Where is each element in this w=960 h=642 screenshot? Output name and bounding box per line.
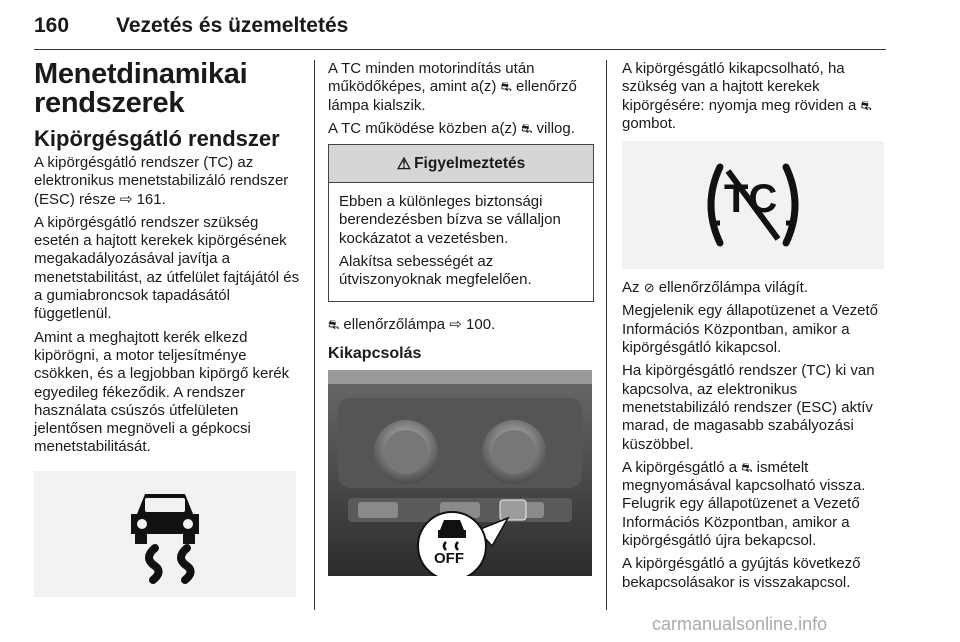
column-1 — [34, 60, 306, 597]
column-2 — [328, 60, 594, 576]
center-console-illustration — [328, 370, 592, 576]
tc-icon-text: TC — [724, 177, 778, 222]
paragraph: Amint a meghajtott kerék elkezd kipörögni, a motor teljesítménye csökken, és a legjobban kipörgő kerék egyedileg fékeződik. A rendszer használata csúszós útfelületen jelentősen megnöveli a gépkocsi menetstabilitását. — [34, 328, 290, 456]
paragraph: A kipörgésgátló a gyújtás következő bekapcsolásakor is visszakapcsol. — [622, 555, 861, 591]
tc-off-illustration — [622, 141, 884, 269]
off-button-label: OFF — [434, 549, 464, 567]
column-divider — [314, 60, 315, 610]
paragraph: A kipörgésgátló rendszer szükség esetén a hajtott kerekek kipörgésének megakadályozásával javítja a menetstabilitást, az útfelület fajtájától és a gumiabroncsok tapadásától függetlenül. — [34, 213, 300, 323]
console-photo — [328, 370, 592, 576]
warning-box — [328, 144, 594, 301]
warning-text: Ebben a különleges biztonsági berendezésben bízva se vállaljon kockázatot a vezetésben. — [339, 193, 561, 247]
column-divider — [606, 60, 607, 610]
page-number: 160 — [34, 14, 70, 37]
warning-icon: ⚠ — [396, 155, 412, 173]
paragraph: A kipörgésgátló kikapcsolható, ha szükség van a hajtott kerekek kipörgésére: nyomja meg röviden a ⛐ gombot. — [622, 60, 872, 132]
paragraph: A kipörgésgátló a ⛐ ismételt megnyomásával kapcsolható vissza. Felugrik egy állapotüzenet a Vezető Információs Központban, amikor a kipörgésgátló újra bekapcsol. — [622, 458, 866, 550]
section-title: Menetdinamikai rendszerek — [34, 58, 248, 119]
skidding-car-icon — [115, 484, 215, 584]
subsection-title: Kikapcsolás — [328, 344, 422, 362]
watermark: carmanualsonline.info — [652, 614, 828, 634]
column-3 — [622, 60, 888, 597]
tc-off-indicator-icon: ⊘ — [643, 280, 655, 296]
traction-control-icon: ⛐ — [328, 316, 340, 332]
warning-title: Figyelmeztetés — [414, 154, 526, 172]
warning-body — [329, 183, 593, 300]
paragraph: Ha kipörgésgátló rendszer (TC) ki van kapcsolva, az elektronikus menetstabilizáló rendszer (ESC) aktív marad, de magasabb szabályozási küszöbbel. — [622, 362, 875, 453]
paragraph: A kipörgésgátló rendszer (TC) az elektronikus menetstabilizáló rendszer (ESC) része ⇨ 161. — [34, 154, 289, 208]
page-header — [34, 12, 886, 50]
paragraph: A TC minden motorindítás után működőképes, amint a(z) ⛐ ellenőrző lámpa kialszik. — [328, 60, 577, 114]
chapter-title: Vezetés és üzemeltetés — [116, 14, 349, 37]
paragraph: Az ⊘ ellenőrzőlámpa világít. — [622, 279, 809, 297]
paragraph: A TC működése közben a(z) ⛐ villog. — [328, 119, 575, 137]
warning-header — [329, 145, 593, 183]
traction-control-icon: ⛐ — [500, 79, 512, 95]
traction-control-illustration — [34, 471, 296, 597]
warning-text: Alakítsa sebességét az útviszonyoknak megfelelően. — [339, 253, 532, 289]
traction-control-icon: ⛐ — [521, 120, 533, 136]
traction-control-icon: ⛐ — [741, 459, 753, 475]
traction-control-icon: ⛐ — [860, 97, 872, 113]
paragraph: ⛐ ellenőrzőlámpa ⇨ 100. — [328, 315, 496, 333]
paragraph: Megjelenik egy állapotüzenet a Vezető Információs Központban, amikor a kipörgésgátló kikapcsol. — [622, 302, 879, 357]
subsection-title: Kipörgésgátló rendszer — [34, 126, 280, 151]
